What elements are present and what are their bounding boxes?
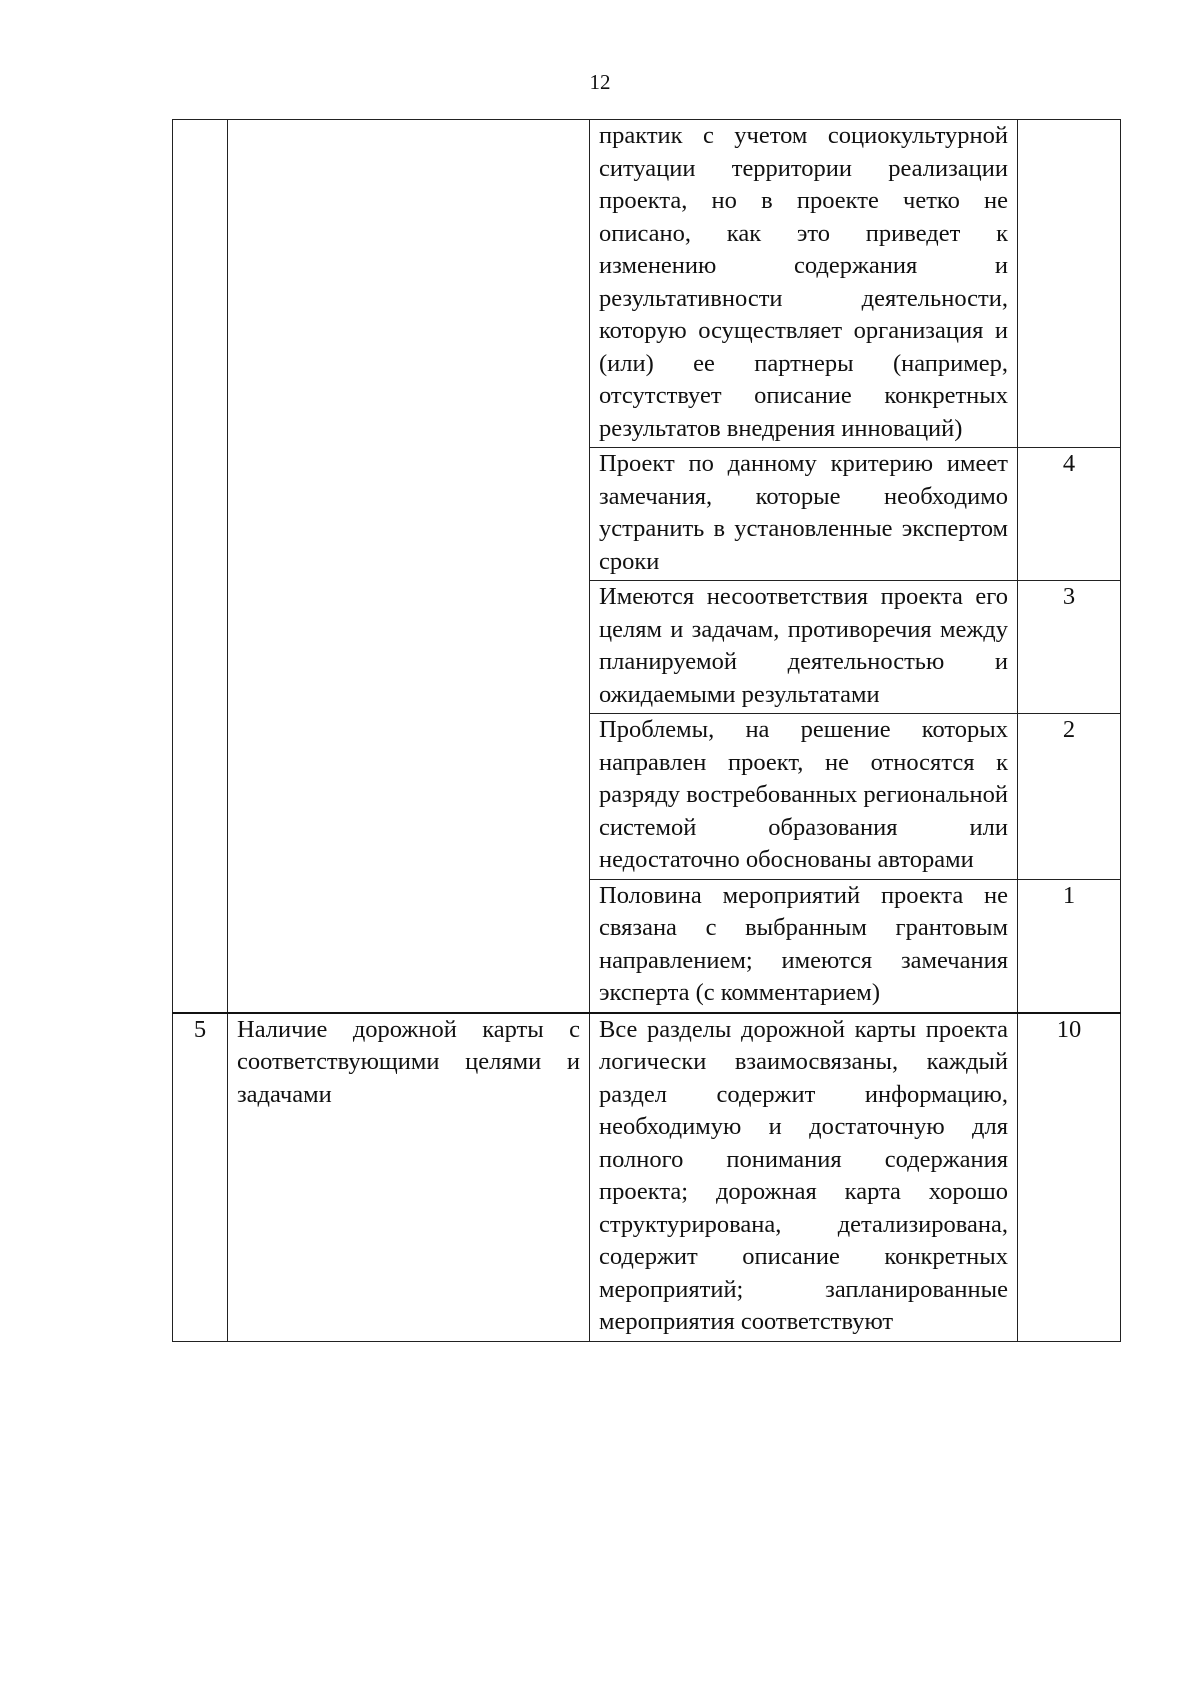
criteria-table bbox=[172, 119, 1121, 1342]
score-description: Проблемы, на решение которых направлен проект, не относятся к разряду востребованных региональной системой образования или недостаточно обоснованы авторами bbox=[590, 714, 1018, 880]
score-value bbox=[1018, 120, 1121, 448]
criterion-number-cell bbox=[173, 120, 228, 1013]
score-value: 4 bbox=[1018, 448, 1121, 581]
score-description: Все разделы дорожной карты проекта логически взаимосвязаны, каждый раздел содержит информацию, необходимую и достаточную для полного понимания содержания проекта; дорожная карта хорошо структурирована, детализирована, содержит описание конкретных мероприятий; запланированные мероприятия соответствуют bbox=[590, 1013, 1018, 1342]
table-row-criterion-5 bbox=[173, 1013, 1121, 1342]
score-description: Проект по данному критерию имеет замечания, которые необходимо устранить в установленные экспертом сроки bbox=[590, 448, 1018, 581]
table-row bbox=[173, 120, 1121, 448]
score-description: практик с учетом социокультурной ситуации территории реализации проекта, но в проекте четко не описано, как это приведет к изменению содержания и результативности деятельности, которую осуществляет организация и (или) ее партнеры (например, отсутствует описание конкретных результатов внедрения инноваций) bbox=[590, 120, 1018, 448]
criterion-name: Наличие дорожной карты с соответствующими целями и задачами bbox=[228, 1013, 590, 1342]
score-value: 10 bbox=[1018, 1013, 1121, 1342]
score-value: 2 bbox=[1018, 714, 1121, 880]
page-number: 12 bbox=[589, 70, 611, 94]
score-value: 3 bbox=[1018, 581, 1121, 714]
score-description: Половина мероприятий проекта не связана с выбранным грантовым направлением; имеются замечания эксперта (с комментарием) bbox=[590, 879, 1018, 1013]
score-description: Имеются несоответствия проекта его целям и задачам, противоречия между планируемой деятельностью и ожидаемыми результатами bbox=[590, 581, 1018, 714]
criterion-number: 5 bbox=[173, 1013, 228, 1342]
score-value: 1 bbox=[1018, 879, 1121, 1013]
criterion-name-cell bbox=[228, 120, 590, 1013]
